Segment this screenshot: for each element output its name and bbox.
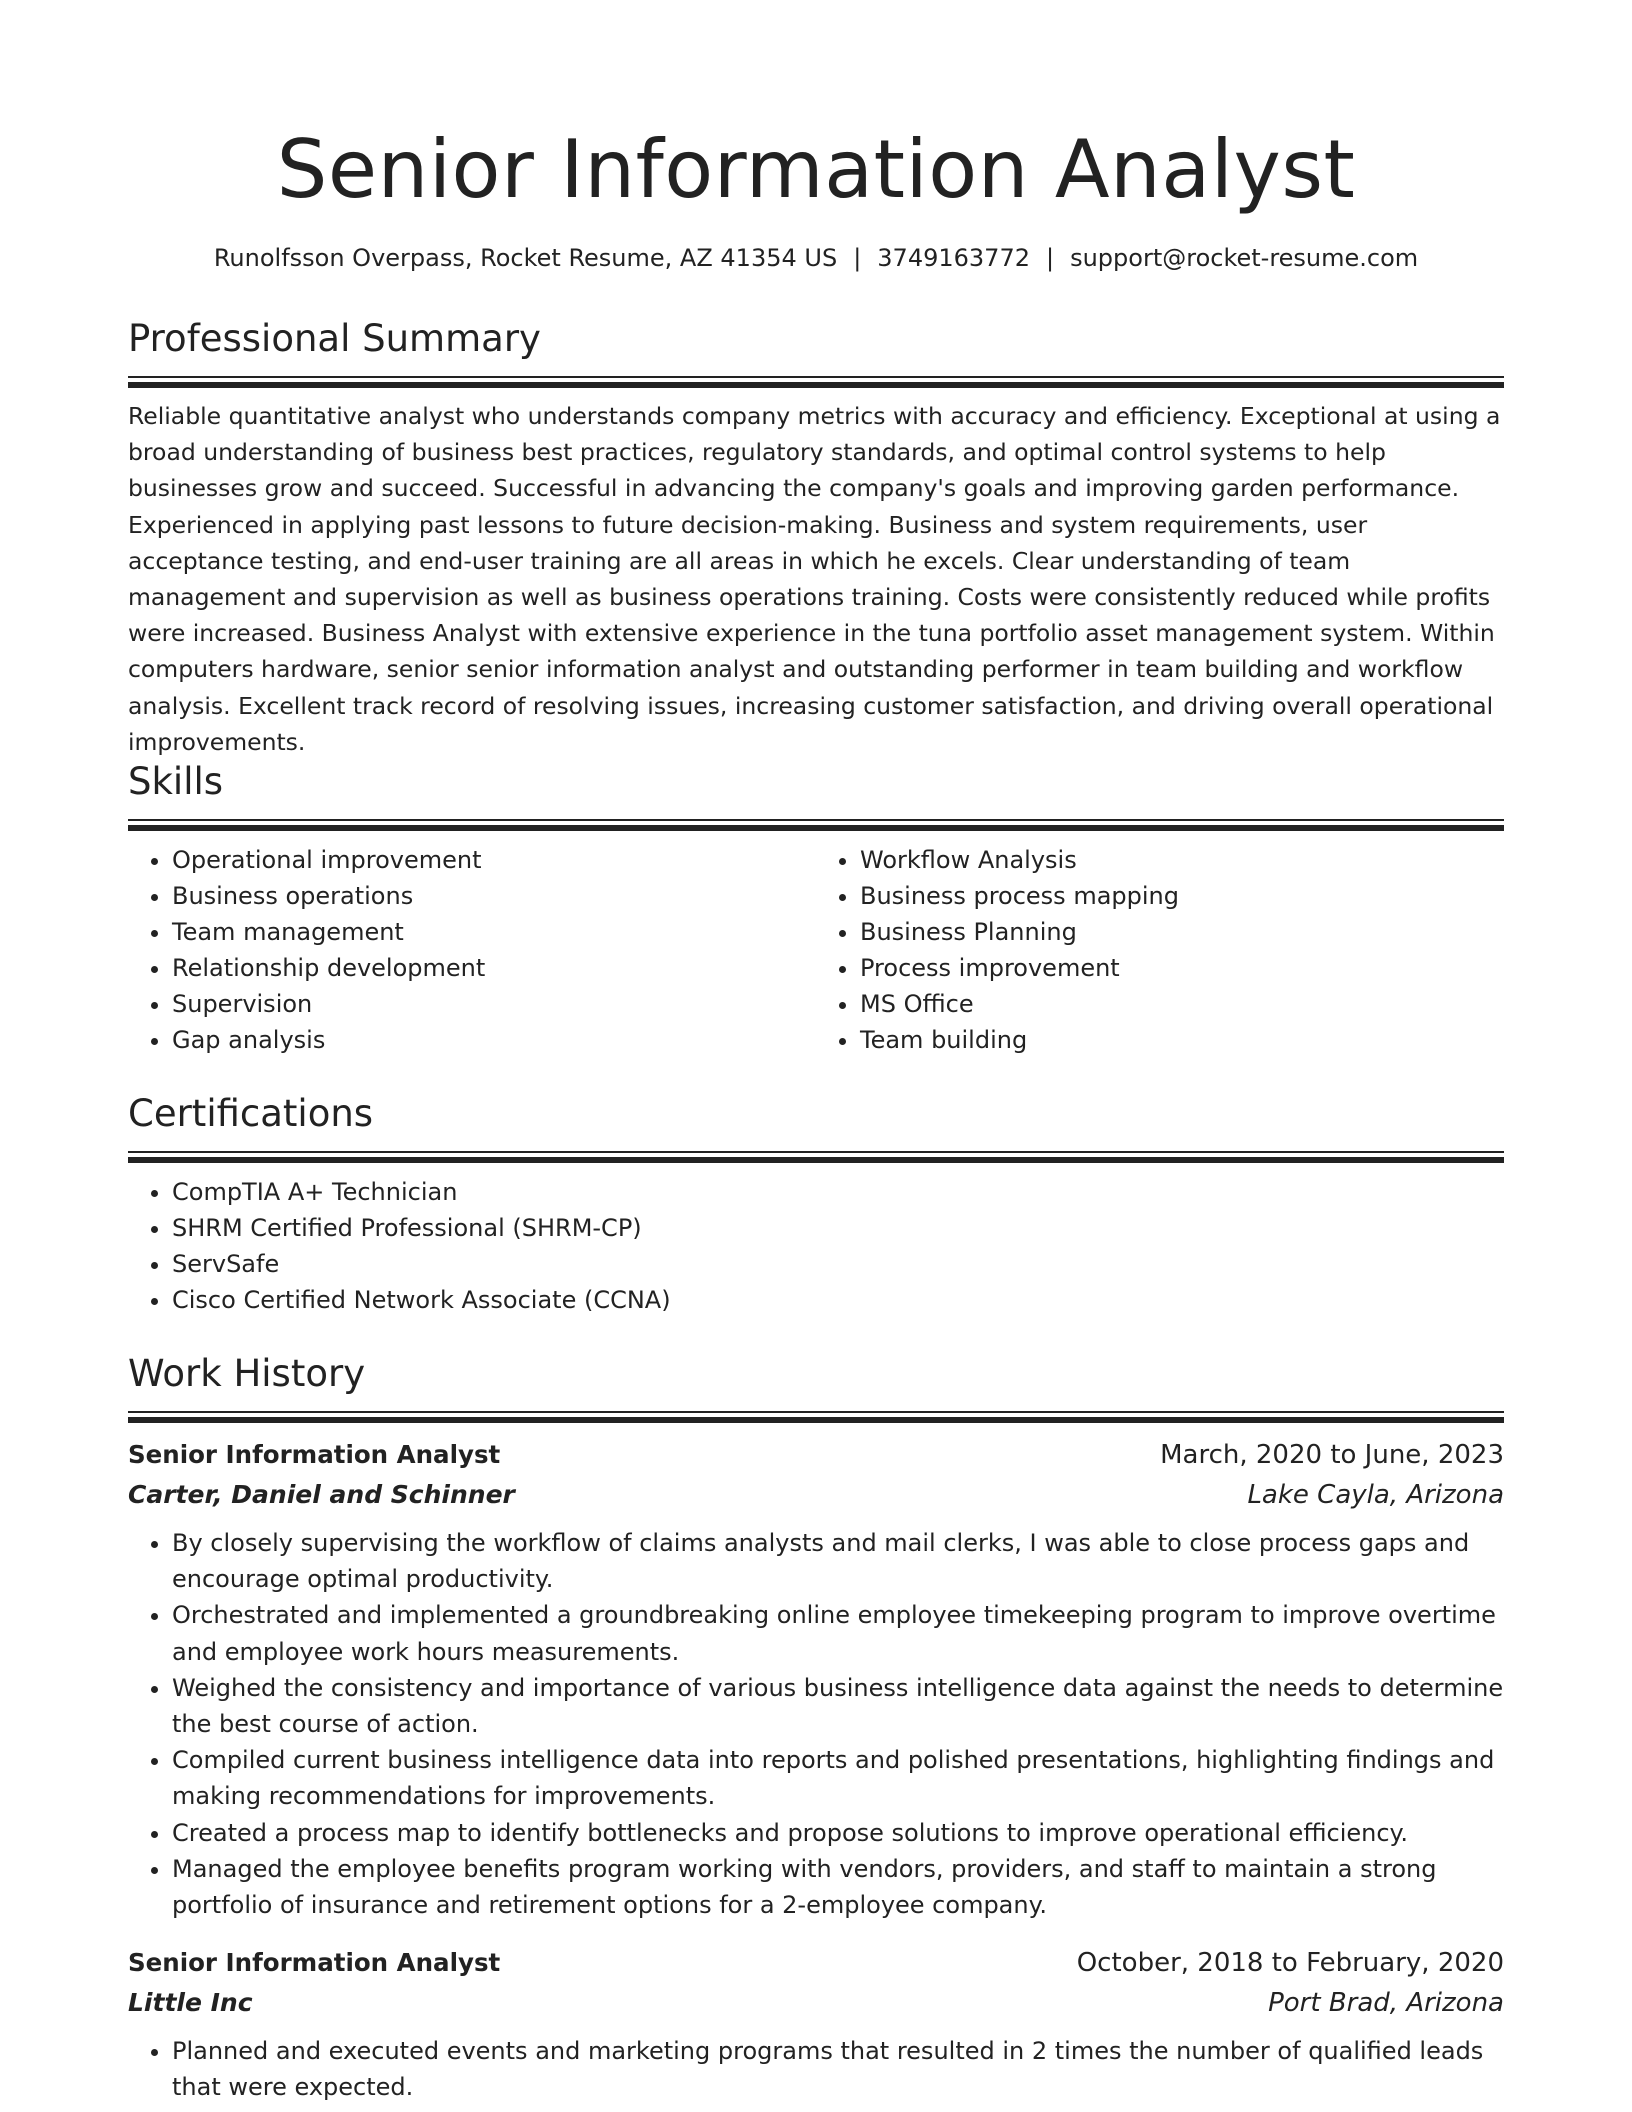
skill-item: • Supervision <box>172 986 816 1022</box>
job-title: Senior Information Analyst <box>128 1948 501 1978</box>
professional-summary-section <box>128 316 1504 760</box>
certifications-section <box>128 1091 1504 1318</box>
resume-name: Senior Information Analyst <box>276 123 1356 216</box>
job-company: Carter, Daniel and Schinner <box>128 1480 515 1509</box>
job-bullet: • Managed the employee benefits program working with vendors, providers, and staff to maintain a strong portfolio of insurance and retirement options for a 2-employee company. <box>172 1851 1504 1923</box>
skill-item: • Business process mapping <box>860 878 1504 914</box>
job-header-row <box>128 1943 1504 1983</box>
skills-grid <box>128 842 1504 1058</box>
section-divider <box>128 819 1504 831</box>
skill-item: • Business operations <box>172 878 816 914</box>
contact-phone: 3749163772 <box>877 244 1030 272</box>
job-location: Lake Cayla, Arizona <box>1247 1480 1504 1510</box>
skill-item: • Team building <box>860 1022 1504 1058</box>
job-dates: October, 2018 to February, 2020 <box>1076 1948 1504 1979</box>
section-title: Work History <box>128 1352 366 1395</box>
certification-item: • CompTIA A+ Technician <box>172 1174 1504 1210</box>
skill-item: • Gap analysis <box>172 1022 816 1058</box>
job-company-row <box>128 1475 1504 1515</box>
job-title: Senior Information Analyst <box>128 1440 501 1469</box>
job-bullet: • Compiled current business intelligence data into reports and polished presentations, highlighting findings and making recommendations for improvements. <box>172 1742 1504 1814</box>
work-history-section <box>128 1351 1504 2106</box>
job-company: Little Inc <box>128 1988 253 2018</box>
skills-column-right <box>816 842 1504 1058</box>
skills-column-left <box>128 842 816 1058</box>
certifications-list <box>128 1174 1504 1318</box>
certification-item: • ServSafe <box>172 1246 1504 1282</box>
skill-item: • Operational improvement <box>172 842 816 878</box>
certification-item: • SHRM Certified Professional (SHRM-CP) <box>172 1210 1504 1246</box>
job-location: Port Brad, Arizona <box>1268 1988 1504 2019</box>
section-divider <box>128 376 1504 388</box>
job-bullets <box>128 2033 1504 2105</box>
skill-item: • Team management <box>172 914 816 950</box>
job-bullet: • Planned and executed events and marketing programs that resulted in 2 times the number of qualified leads that were expected. <box>172 2033 1504 2105</box>
contact-separator: | <box>1045 244 1055 272</box>
skill-item: • Workflow Analysis <box>860 842 1504 878</box>
skills-section <box>128 759 1504 1058</box>
skill-item: • Relationship development <box>172 950 816 986</box>
contact-address: Runolfsson Overpass, Rocket Resume, AZ 41354 US <box>213 244 838 272</box>
contact-email[interactable]: support@rocket-resume.com <box>1070 244 1419 272</box>
skill-item: • MS Office <box>860 986 1504 1022</box>
skill-item: • Process improvement <box>860 950 1504 986</box>
section-divider <box>128 1411 1504 1423</box>
section-title: Professional Summary <box>128 317 541 360</box>
summary-text: Reliable quantitative analyst who understands company metrics with accuracy and efficiency. Exceptional at using a broad understanding of business best practices, regulatory standards, and optimal control systems to help businesses grow and succeed. Successful in advancing the company's goals and improving garden performance. Experienced in applying past lessons to future decision-making. Business and system requirements, user acceptance testing, and end-user training are all areas in which he excels. Clear understanding of team management and supervision as well as business operations training. Costs were consistently reduced while profits were increased. Business Analyst with extensive experience in the tuna portfolio asset management system. Within computers hardware, senior senior information analyst and outstanding performer in team building and workflow analysis. Excellent track record of resolving issues, increasing customer satisfaction, and driving overall operational improvements. <box>128 402 1501 756</box>
contact-separator: | <box>853 244 862 272</box>
job-entry <box>128 1943 1504 2105</box>
job-entry <box>128 1435 1504 1923</box>
job-bullet: • Orchestrated and implemented a groundbreaking online employee timekeeping program to improve overtime and employee work hours measurements. <box>172 1597 1504 1669</box>
job-bullet: • By closely supervising the workflow of claims analysts and mail clerks, I was able to close process gaps and encourage optimal productivity. <box>172 1525 1504 1597</box>
section-title: Skills <box>128 760 224 803</box>
job-dates: March, 2020 to June, 2023 <box>1160 1440 1504 1470</box>
job-bullet: • Created a process map to identify bottlenecks and propose solutions to improve operational efficiency. <box>172 1815 1504 1851</box>
contact-line <box>128 242 1504 274</box>
skill-item: • Business Planning <box>860 914 1504 950</box>
job-header-row <box>128 1435 1504 1475</box>
job-company-row <box>128 1983 1504 2023</box>
section-title: Certifications <box>128 1092 374 1135</box>
section-divider <box>128 1151 1504 1163</box>
certification-item: • Cisco Certified Network Associate (CCNA) <box>172 1282 1504 1318</box>
job-bullet: • Weighed the consistency and importance of various business intelligence data against the needs to determine the best course of action. <box>172 1670 1504 1742</box>
job-bullets <box>128 1525 1504 1923</box>
